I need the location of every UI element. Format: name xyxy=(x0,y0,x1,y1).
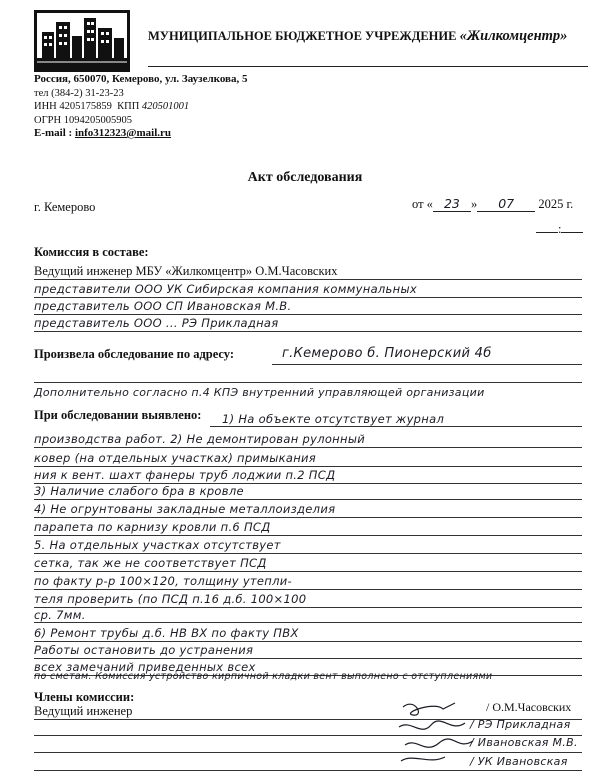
inn-kpp: ИНН 4205175859 КПП 420501001 xyxy=(34,101,190,112)
finding-line: парапета по карнизу кровли п.6 ПСД xyxy=(34,520,271,534)
org-brand: «Жилкомцентр» xyxy=(459,28,568,44)
member-name: / РЭ Прикладная xyxy=(470,718,571,731)
pre-note: Дополнительно согласно п.4 КПЭ внутренний управляющей организации xyxy=(34,386,485,399)
member-name: / УК Ивановская xyxy=(470,755,568,768)
member-name: / О.М.Часовских xyxy=(486,700,572,714)
found-label: При обследовании выявлено: xyxy=(34,408,202,422)
document-time: : xyxy=(536,222,583,237)
city: г. Кемерово xyxy=(34,200,96,214)
members-label: Члены комиссии: xyxy=(34,690,135,704)
org-prefix: МУНИЦИПАЛЬНОЕ БЮДЖЕТНОЕ УЧРЕЖДЕНИЕ xyxy=(148,29,457,43)
commission-label: Комиссия в составе: xyxy=(34,245,149,259)
address-label: Произвела обследование по адресу: xyxy=(34,347,235,361)
finding-line: 6) Ремонт трубы д.б. НВ ВХ по факту ПВХ xyxy=(34,626,299,640)
document-date: от « 23 » 07 2025 г. xyxy=(412,196,574,211)
date-month: 07 xyxy=(477,196,535,212)
finding-line: ния к вент. шахт фанеры труб лоджии п.2 ПСД xyxy=(34,468,336,482)
address-block xyxy=(34,73,248,141)
finding-line: производства работ. 2) Не демонтирован рулонный xyxy=(34,432,365,446)
finding-line: ср. 7мм. xyxy=(34,608,86,622)
commission-lead: Ведущий инженер МБУ «Жилкомцентр» О.М.Часовских xyxy=(34,264,338,278)
document-title: Акт обследования xyxy=(247,170,363,185)
phone: тел (384-2) 31-23-23 xyxy=(34,87,124,99)
finding-line: Работы остановить до устранения xyxy=(34,643,254,657)
member-name: / Ивановская М.В. xyxy=(470,736,578,749)
finding-line: теля проверить (по ПСД п.16 д.б. 100×100 xyxy=(34,592,307,606)
finding-line: по факту р-р 100×120, толщину утепли- xyxy=(34,574,292,588)
date-day: 23 xyxy=(433,196,471,212)
signature-scribbles xyxy=(395,697,485,767)
organization-name xyxy=(148,28,567,45)
email-link[interactable]: info312323@mail.ru xyxy=(74,127,172,139)
email: E-mail : info312323@mail.ru xyxy=(34,127,172,139)
inspection-address: г.Кемерово б. Пионерский 4б xyxy=(282,346,492,361)
commission-member: представитель ООО ... РЭ Прикладная xyxy=(34,316,279,330)
organization-logo xyxy=(34,10,130,72)
finding-line: по сметам. Комиссия устройство кирпичной кладки вент выполнено с отступлениями xyxy=(34,671,493,682)
finding-line: ковер (на отдельных участках) примыкания xyxy=(34,451,317,465)
finding-line: 5. На отдельных участках отсутствует xyxy=(34,538,281,552)
finding-line: 4) Не огрунтованы закладные металлоизделия xyxy=(34,502,336,516)
finding-line: всех замечаний приведенных всех xyxy=(34,660,256,674)
commission-member: представители ООО УК Сибирская компания коммунальных xyxy=(34,282,417,296)
commission-member: представитель ООО СП Ивановская М.В. xyxy=(34,299,292,313)
finding-line: сетка, так же не соответствует ПСД xyxy=(34,556,267,570)
member-role: Ведущий инженер xyxy=(34,704,133,718)
header-divider xyxy=(148,66,588,67)
finding-line: 1) На объекте отсутствует журнал xyxy=(222,412,445,426)
finding-line: 3) Наличие слабого бра в кровле xyxy=(34,484,244,498)
postal-address: Россия, 650070, Кемерово, ул. Заузелкова, 5 xyxy=(34,73,248,85)
ogrn: ОГРН 1094205005905 xyxy=(34,114,132,126)
